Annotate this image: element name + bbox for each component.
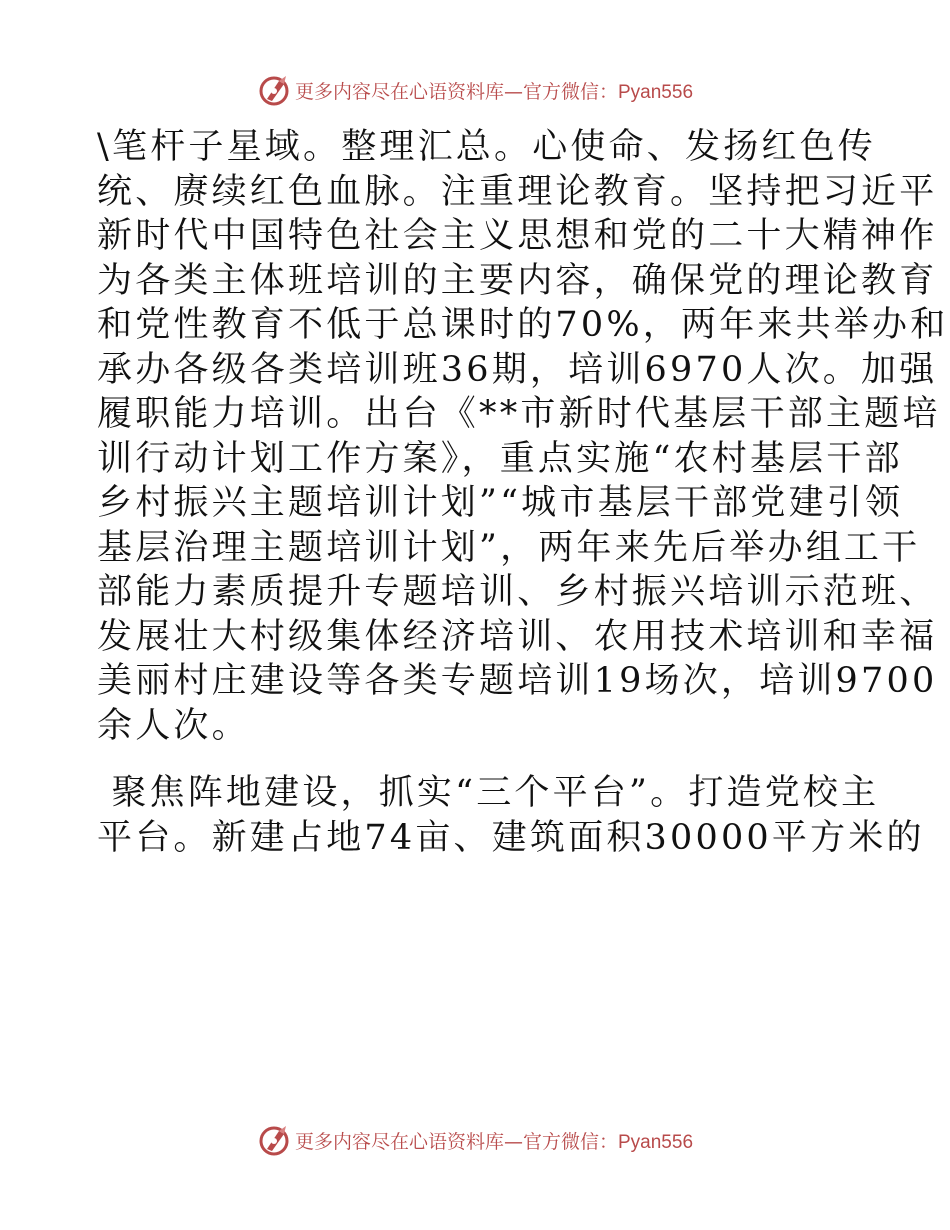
text-line: 部能力素质提升专题培训、乡村振兴培训示范班、 [97,572,938,612]
paragraph-platform [97,771,925,860]
text-line: 统、赓续红色血脉。注重理论教育。坚持把习近平 [97,171,938,212]
text-line: 发展壮大村级集体经济培训、农用技术培训和幸福 [97,616,938,657]
paragraph-training [97,125,949,748]
header-watermark [0,70,950,110]
text-line: 聚焦阵地建设，抓实“三个平台”。打造党校主 [97,773,880,813]
pen-quill-circle-icon [257,1123,291,1157]
footer-watermark [0,1120,950,1160]
pen-quill-circle-icon [257,73,291,107]
text-line: 和党性教育不低于总课时的70%，两年来共举办和 [97,305,949,345]
text-line: \笔杆子星域。整理汇总。心使命、发扬红色传 [97,127,876,167]
text-line: 新时代中国特色社会主义思想和党的二十大精神作 [97,216,938,256]
text-line: 乡村振兴主题培训计划”“城市基层干部党建引领 [97,483,904,523]
text-line: 为各类主体班培训的主要内容，确保党的理论教育 [97,260,938,301]
document-body [97,125,949,860]
text-line: 履职能力培训。出台《**市新时代基层干部主题培 [97,394,941,434]
text-line: 余人次。 [97,705,250,746]
text-line: 承办各级各类培训班36期，培训6970人次。加强 [97,349,938,390]
watermark-text: 更多内容尽在心语资料库—官方微信：Pyan556 [294,80,694,103]
watermark-text: 更多内容尽在心语资料库—官方微信：Pyan556 [294,1130,694,1153]
text-line: 平台。新建占地74亩、建筑面积30000平方米的 [97,817,925,858]
text-line: 美丽村庄建设等各类专题培训19场次，培训9700 [97,661,938,701]
text-line: 基层治理主题培训计划”，两年来先后举办组工干 [97,527,921,568]
text-line: 训行动计划工作方案》，重点实施“农村基层干部 [97,438,903,479]
